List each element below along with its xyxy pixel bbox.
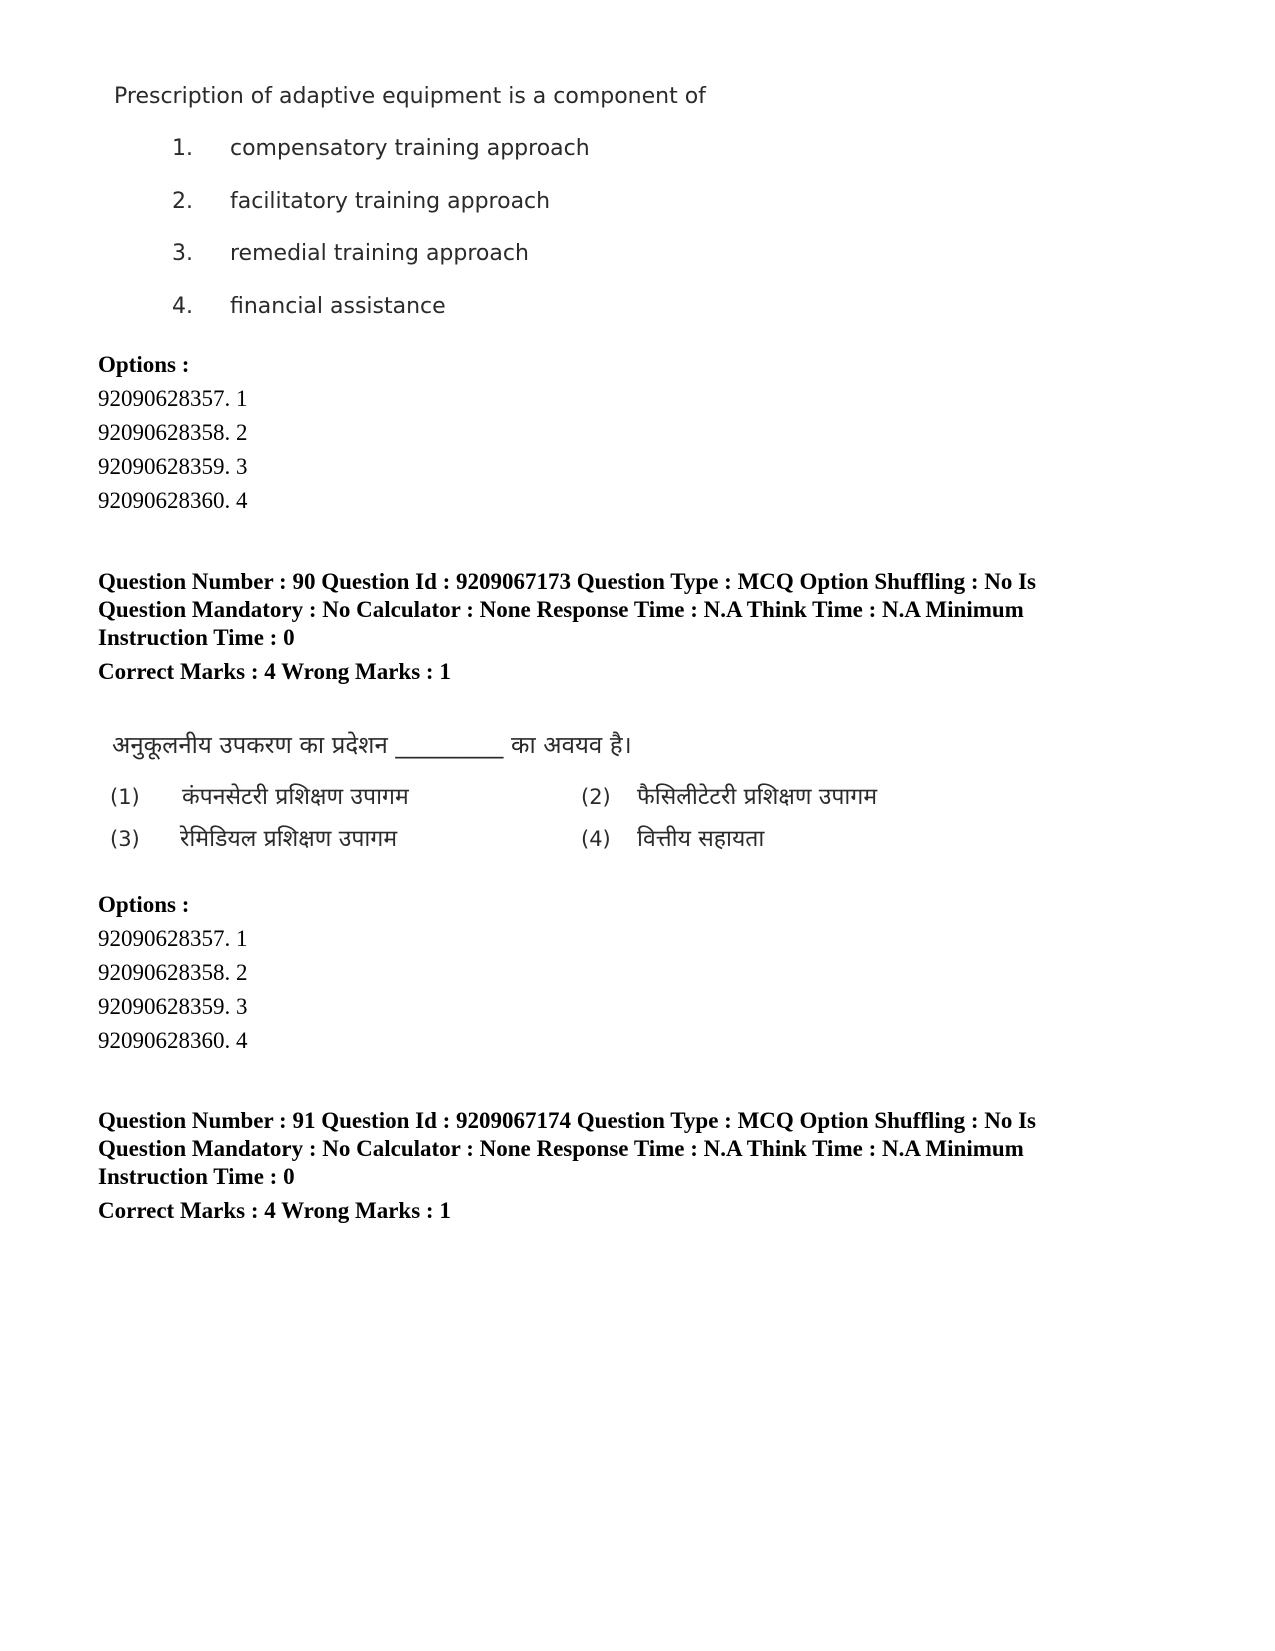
choice-text: financial assistance: [230, 294, 446, 319]
metadata-line: Question Mandatory : No Calculator : None Response Time : N.A Think Time : N.A Minimum: [98, 597, 1024, 622]
marks-line: Correct Marks : 4 Wrong Marks : 1: [98, 659, 451, 684]
question-prompt: Prescription of adaptive equipment is a component of: [114, 84, 706, 109]
choice-number: (3): [110, 827, 140, 851]
option-item: 92090628358. 2: [98, 960, 248, 985]
choice-number: (4): [581, 827, 611, 851]
marks-line: Correct Marks : 4 Wrong Marks : 1: [98, 1198, 451, 1223]
options-list: [98, 348, 248, 518]
question-metadata: [98, 1107, 1158, 1225]
metadata-line: Question Mandatory : No Calculator : None Response Time : N.A Think Time : N.A Minimum: [98, 1136, 1024, 1161]
question-choice: [172, 294, 446, 319]
metadata-line: Instruction Time : 0: [98, 625, 295, 650]
option-item: 92090628359. 3: [98, 994, 248, 1019]
metadata-line: Question Number : 91 Question Id : 9209067174 Question Type : MCQ Option Shuffling : No Is: [98, 1108, 1037, 1133]
options-heading: Options :: [98, 352, 190, 377]
choice-text: रेमिडियल प्रशिक्षण उपागम: [180, 826, 398, 852]
choice-number: (1): [110, 785, 140, 809]
choice-text: वित्तीय सहायता: [637, 826, 765, 852]
option-item: 92090628360. 4: [98, 488, 248, 513]
question-choice: [581, 821, 764, 853]
option-item: 92090628358. 2: [98, 420, 248, 445]
question-choice: [110, 821, 397, 853]
choice-number: (2): [581, 785, 611, 809]
question-prompt: अनुकूलनीय उपकरण का प्रदेशन _________ का अवयव है।: [112, 731, 632, 759]
choice-number: 1.: [172, 136, 193, 161]
choice-text: compensatory training approach: [230, 136, 590, 161]
option-item: 92090628359. 3: [98, 454, 248, 479]
options-heading: Options :: [98, 892, 190, 917]
option-item: 92090628357. 1: [98, 386, 248, 411]
choice-number: 2.: [172, 189, 193, 214]
choice-number: 4.: [172, 294, 193, 319]
choice-text: facilitatory training approach: [230, 189, 551, 214]
choice-text: remedial training approach: [230, 241, 529, 266]
metadata-line: Question Number : 90 Question Id : 9209067173 Question Type : MCQ Option Shuffling : No Is: [98, 569, 1037, 594]
choice-text: कंपनसेटरी प्रशिक्षण उपागम: [182, 784, 409, 810]
question-choice: [172, 189, 550, 214]
question-choice: [172, 241, 529, 266]
metadata-line: Instruction Time : 0: [98, 1164, 295, 1189]
choice-text: फैसिलीटेटरी प्रशिक्षण उपागम: [637, 784, 878, 810]
option-item: 92090628357. 1: [98, 926, 248, 951]
question-choice: [110, 779, 409, 811]
choice-number: 3.: [172, 241, 193, 266]
options-list: [98, 888, 248, 1058]
question-choice: [172, 136, 590, 161]
question-choice: [581, 779, 877, 811]
option-item: 92090628360. 4: [98, 1028, 248, 1053]
question-metadata: [98, 568, 1158, 686]
